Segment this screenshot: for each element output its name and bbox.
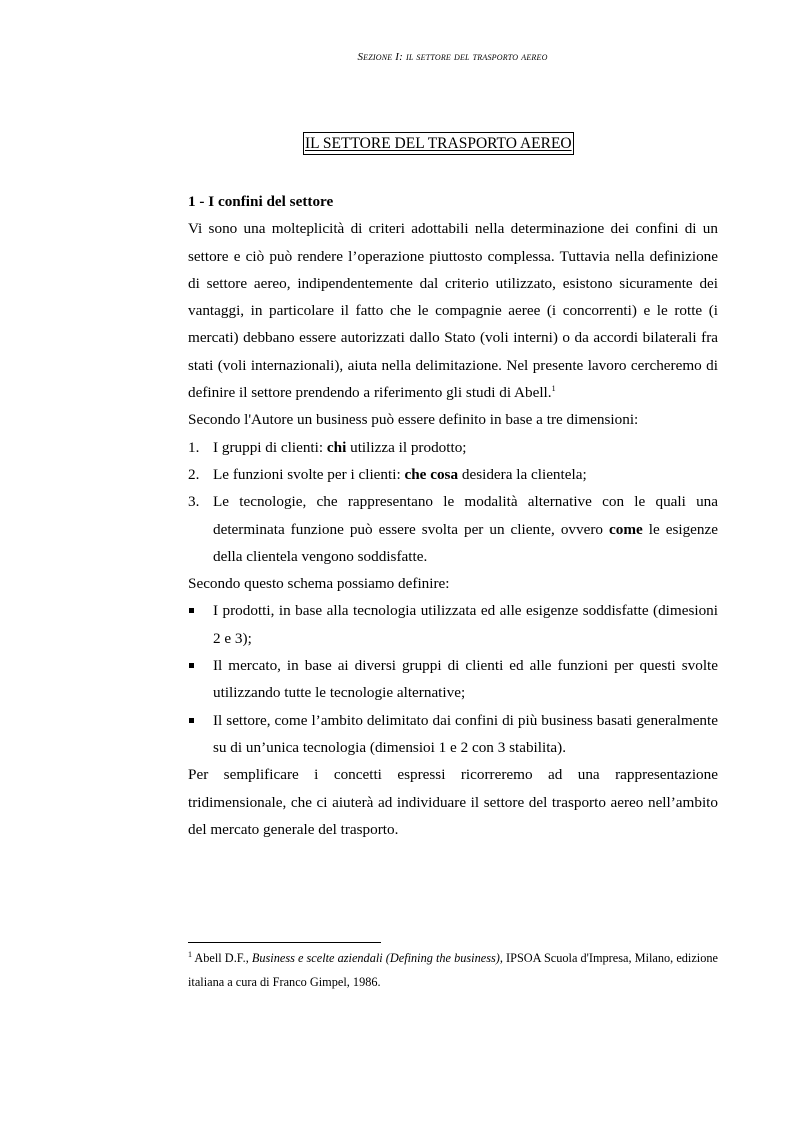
list-item-text: Le funzioni svolte per i clienti:	[213, 465, 405, 483]
list-item	[188, 461, 718, 488]
square-bullet-icon	[189, 608, 194, 613]
list-item-text: Il mercato, in base ai diversi gruppi di clienti ed alle funzioni per questi svolte utilizzando tutte le tecnologie alternative;	[213, 657, 718, 702]
footnote-divider	[188, 942, 381, 943]
section-heading: 1 - I confini del settore	[188, 193, 334, 210]
list-item	[188, 652, 718, 707]
list-item	[188, 597, 718, 652]
list-item-text: desidera la clientela;	[458, 465, 587, 483]
list-item-emphasis: chi	[326, 438, 347, 456]
square-bullet-icon	[189, 718, 194, 723]
list-item	[188, 488, 718, 570]
closing-paragraph: Per semplificare i concetti espressi ricorreremo ad una rappresentazione tridimensionale, che ci aiuterà ad individuare il settore del trasporto aereo nell’ambito del mercato generale del trasporto.	[188, 766, 718, 838]
list-item	[188, 434, 718, 461]
list-item-emphasis: che cosa	[404, 465, 459, 483]
intro-text: Vi sono una molteplicità di criteri adottabili nella determinazione dei confini di un settore e ciò può rendere l’operazione piuttosto complessa. Tuttavia nella definizione di settore aereo, indipendentemente dal criterio utilizzato, esistono sicuramente dei vantaggi, in particolare il fatto che le compagnie aeree (i concorrenti) e le rotte (i mercati) debbano essere autorizzati dallo Stato (voli interni) o da accordi bilaterali fra stati (voli internazionali), aiuta nella delimitazione. Nel presente lavoro cercheremo di definire il settore prendendo a riferimento gli studi di Abell.	[188, 220, 718, 402]
list-item-text: Il settore, come l’ambito delimitato dai confini di più business basati generalmente su di un’unica tecnologia (dimensioi 1 e 2 con 3 stabilita).	[213, 711, 718, 756]
list-item	[188, 707, 718, 762]
scheme-lead: Secondo questo schema possiamo definire:	[188, 575, 450, 593]
chapter-title: IL SETTORE DEL TRASPORTO AEREO	[303, 132, 574, 155]
footnote-author: Abell D.F.,	[192, 951, 252, 965]
list-item-text: I prodotti, in base alla tecnologia utilizzata ed alle esigenze soddisfatte (dimesioni 2 e 3);	[213, 602, 718, 647]
list-number: 3.	[188, 493, 200, 511]
list-item-text: le esigenze della clientela vengono soddisfatte.	[213, 520, 718, 565]
main-content	[188, 188, 718, 843]
list-item-text: I gruppi di clienti:	[213, 438, 327, 456]
list-number: 2.	[188, 465, 200, 483]
intro-paragraph	[188, 215, 718, 406]
list-number: 1.	[188, 438, 200, 456]
footnote-book-title: Business e scelte aziendali (Defining the business),	[251, 951, 503, 965]
scheme-list	[188, 597, 718, 761]
square-bullet-icon	[189, 663, 194, 668]
footnote	[188, 946, 718, 994]
list-item-emphasis: come	[609, 520, 643, 538]
list-item-text: utilizza il prodotto;	[346, 438, 467, 456]
footnote-ref[interactable]: 1	[551, 384, 556, 394]
dimensions-list	[188, 434, 718, 570]
footnote-publisher: IPSOA Scuola d'Impresa, Milano, edizione italiana a cura di Franco Gimpel, 1986.	[188, 951, 718, 989]
running-header	[0, 51, 793, 63]
footnote-number: 1	[188, 950, 192, 959]
dimensions-lead: Secondo l'Autore un business può essere definito in base a tre dimensioni:	[188, 411, 639, 429]
running-header-title: Sezione I: il settore del trasporto aereo	[357, 51, 548, 63]
list-item-text: Le tecnologie, che rappresentano le modalità alternative con le quali una determinata funzione può essere svolta per un cliente, ovvero	[213, 493, 718, 538]
